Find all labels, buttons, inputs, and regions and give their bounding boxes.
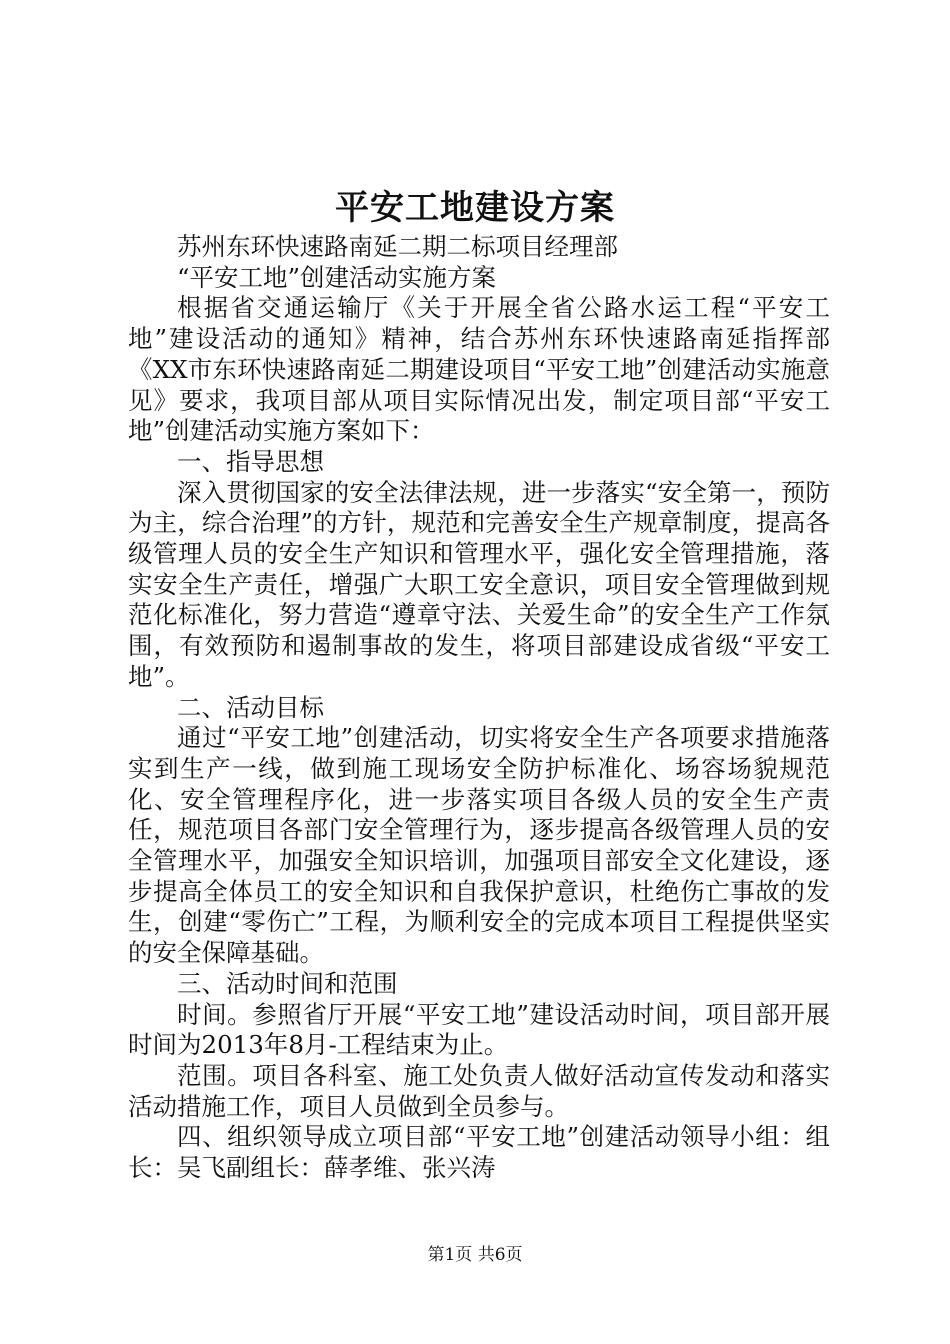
- paragraph-plan-name: “平安工地”创建活动实施方案: [177, 262, 497, 292]
- document-title: 平安工地建设方案: [335, 188, 615, 228]
- page-footer: 第1页 共6页: [427, 1245, 523, 1265]
- paragraph-organization: 苏州东环快速路南延二期二标项目经理部: [177, 232, 618, 261]
- paragraph-introduction: 根据省交通运输厅《关于开展全省公路水运工程“平安工地”建设活动的通知》精神，结合苏州东环快速路南延指挥部《XX市东环快速路南延二期建设项目“平安工地”创建活动实施意见》要求，我项目部从项目实际情况出发，制定项目部“平安工地”创建活动实施方案如下：: [128, 293, 830, 446]
- section-heading-guiding-ideology: 一、指导思想: [177, 446, 324, 476]
- document-body: [128, 232, 830, 1184]
- section-heading-activity-goals: 二、活动目标: [177, 692, 324, 722]
- paragraph-guiding-ideology: 深入贯彻国家的安全法律法规，进一步落实“安全第一，预防为主，综合治理”的方针，规范和完善安全生产规章制度，提高各级管理人员的安全生产知识和管理水平，强化安全管理措施，落实安全生产责任，增强广大职工安全意识，项目安全管理做到规范化标准化，努力营造“遵章守法、关爱生命”的安全生产工作氛围，有效预防和遏制事故的发生，将项目部建设成省级“平安工地”。: [128, 477, 830, 691]
- paragraph-organization-leadership: 四、组织领导成立项目部“平安工地”创建活动领导小组：组长：吴飞副组长：薛孝维、张兴涛: [128, 1122, 830, 1183]
- section-heading-time-and-scope: 三、活动时间和范围: [177, 968, 398, 998]
- paragraph-activity-goals: 通过“平安工地”创建活动，切实将安全生产各项要求措施落实到生产一线，做到施工现场安全防护标准化、场容场貌规范化、安全管理程序化，进一步落实项目各级人员的安全生产责任，规范项目各部门安全管理行为，逐步提高各级管理人员的安全管理水平，加强安全知识培训，加强项目部安全文化建设，逐步提高全体员工的安全知识和自我保护意识，杜绝伤亡事故的发生，创建“零伤亡”工程，为顺利安全的完成本项目工程提供坚实的安全保障基础。: [128, 723, 830, 968]
- paragraph-time: 时间。参照省厅开展“平安工地”建设活动时间，项目部开展时间为2013年8月-工程结束为止。: [128, 999, 830, 1060]
- paragraph-scope: 范围。项目各科室、施工处负责人做好活动宣传发动和落实活动措施工作，项目人员做到全员参与。: [128, 1060, 830, 1121]
